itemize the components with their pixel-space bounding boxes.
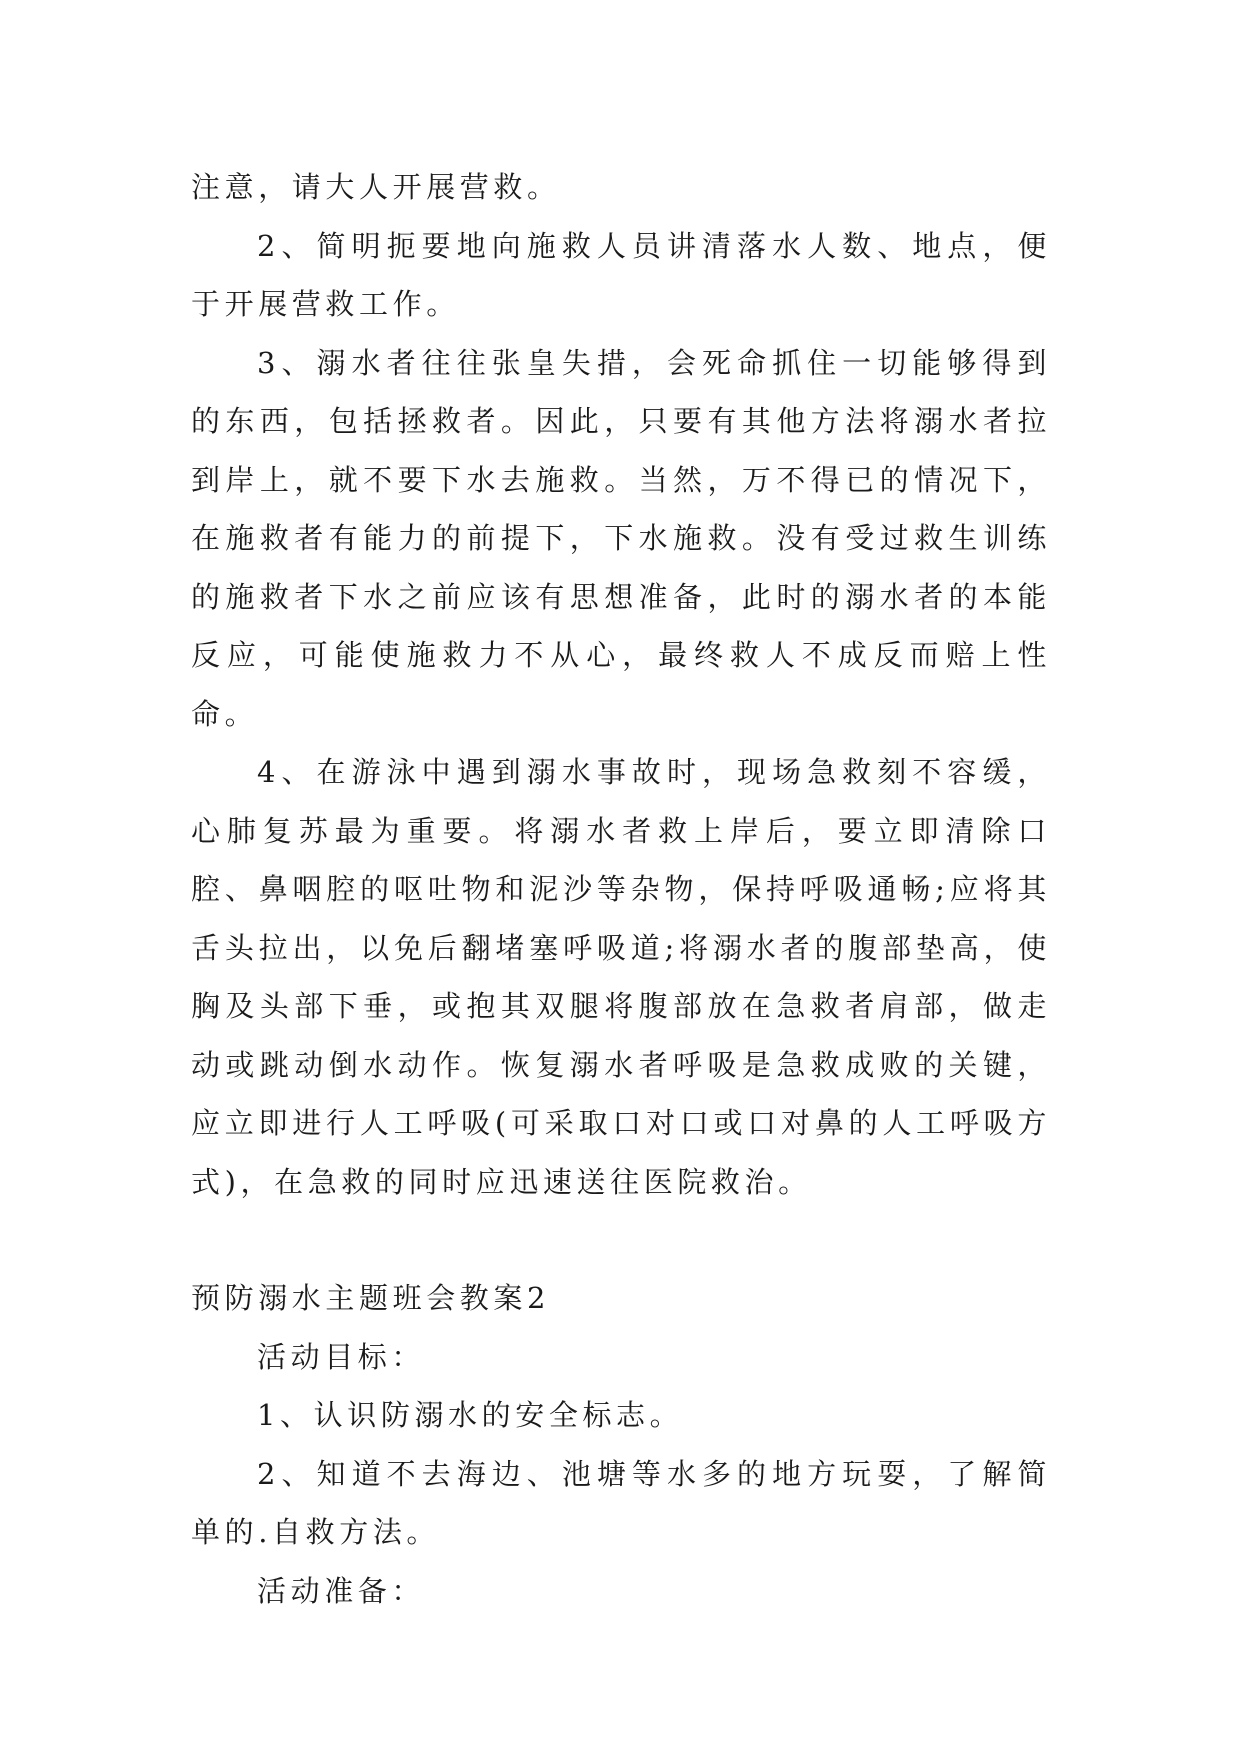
activity-goal-heading: 活动目标： xyxy=(257,1339,426,1374)
paragraph-continuation: 注意，请大人开展营救。 xyxy=(191,170,561,204)
section-title: 预防溺水主题班会教案2 xyxy=(191,1281,551,1315)
goal-item-2: 2、知道不去海边、池塘等水多的地方玩耍，了解简单的.自救方法。 xyxy=(191,1456,1051,1549)
paragraph-item-3: 3、溺水者往往张皇失措，会死命抓住一切能够得到的东西，包括拯救者。因此，只要有其他方法将溺水者拉到岸上，就不要下水去施救。当然，万不得已的情况下，在施救者有能力的前提下，下水施救。没有受过救生训练的施救者下水之前应该有思想准备，此时的溺水者的本能反应，可能使施救力不从心，最终救人不成反而赔上性命。 xyxy=(191,345,1051,731)
document-page xyxy=(191,158,1051,1620)
paragraph-item-2: 2、简明扼要地向施救人员讲清落水人数、地点，便于开展营救工作。 xyxy=(191,228,1051,321)
paragraph-item-4: 4、在游泳中遇到溺水事故时，现场急救刻不容缓，心肺复苏最为重要。将溺水者救上岸后，要立即清除口腔、鼻咽腔的呕吐物和泥沙等杂物，保持呼吸通畅;应将其舌头拉出，以免后翻堵塞呼吸道;将溺水者的腹部垫高，使胸及头部下垂，或抱其双腿将腹部放在急救者肩部，做走动或跳动倒水动作。恢复溺水者呼吸是急救成败的关键，应立即进行人工呼吸(可采取口对口或口对鼻的人工呼吸方式)，在急救的同时应迅速送往医院救治。 xyxy=(191,755,1051,1199)
goal-item-1: 1、认识防溺水的安全标志。 xyxy=(257,1398,684,1432)
activity-prep-heading: 活动准备： xyxy=(257,1573,426,1608)
